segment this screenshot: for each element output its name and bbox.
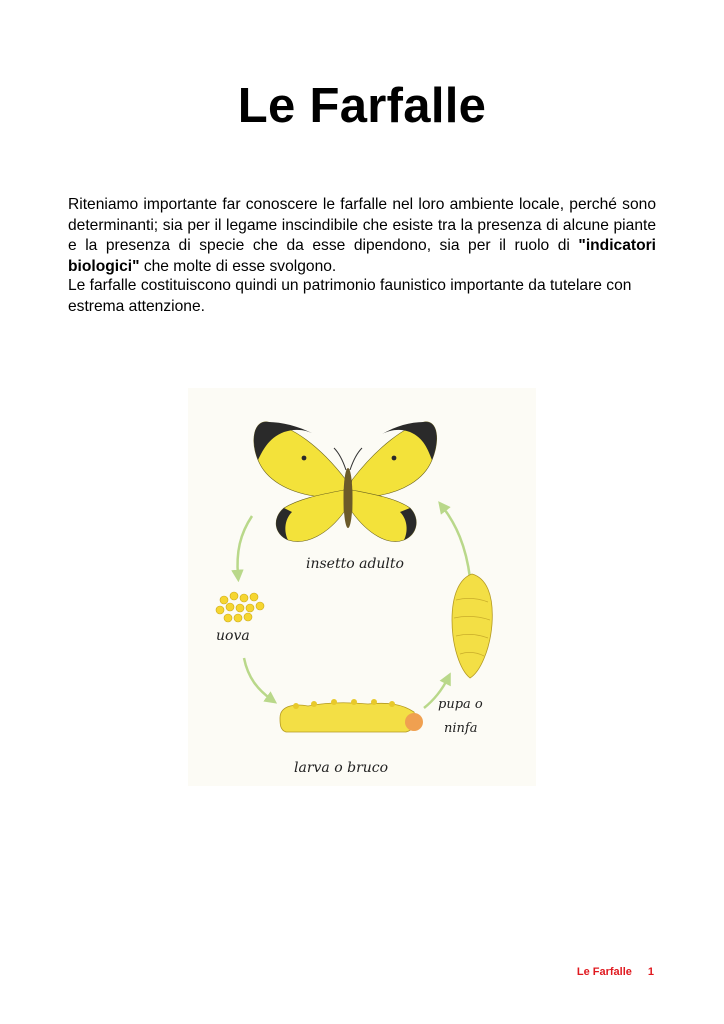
arrow-eggs-to-larva [244,658,272,700]
arrow-pupa-to-adult [442,506,470,578]
pupa [452,574,492,678]
eggs-cluster [216,592,264,622]
page-number: 1 [647,966,654,978]
pupa-label-line2: ninfa [444,721,478,736]
page-footer [577,966,654,978]
larva-caterpillar [280,699,423,732]
page-title: Le Farfalle [237,79,487,133]
intro-text-start: Riteniamo importante far conoscere le farfalle nel loro ambiente locale, perché sono determinanti; sia per il legame inscindibile che esiste tra la presenza di alcune piante e la presenza di specie che da esse dipendono, sia per il ruolo di [68,196,656,255]
larva-label: larva o bruco [294,760,389,776]
conclusion-paragraph: Le farfalle costituiscono quindi un patrimonio faunistico importante da tutelare con estrema attenzione. [68,277,632,315]
footer-title: Le Farfalle [576,966,632,978]
pupa-label-line1: pupa o [438,697,483,712]
intro-paragraph [68,195,656,277]
eggs-label: uova [216,628,250,644]
intro-text-end: che molte di esse svolgono. [139,257,337,275]
arrow-adult-to-eggs [238,516,252,576]
bold-term: "indicatori biologici" [68,237,656,275]
butterfly-adult [254,422,437,542]
adult-label: insetto adulto [306,556,404,572]
lifecycle-illustration [188,388,536,786]
